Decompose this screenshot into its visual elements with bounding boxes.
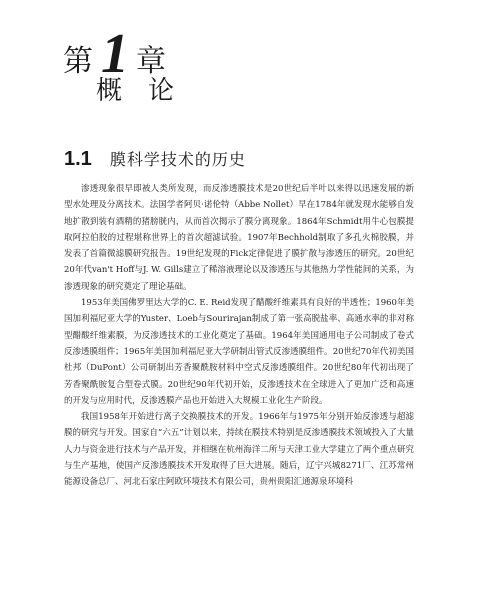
paragraph-history-origins: 渗透现象很早即被人类所发现，而反渗透膜技术是20世纪后半叶以来得以迅速发展的新型水处理及分离技术。法国学者阿贝·诺伦特（Abbe Nollet）早在1784年就发现水能够自发地扩散到装有酒精的猪膀胱内，从而首次揭示了膜分离现象。1864年Schmidt用牛心包膜提取阿拉伯胶的过程堪称世界上的首次超滤试验。1907年Bechhold制取了多孔火棉胶膜，并发表了首篇微滤膜研究报告。19世纪发现的Fick定律促进了膜扩散与渗透压的研究。20世纪20年代van't Hoff与J. W. Gills建立了稀溶液理论以及渗透压与其他热力学性能间的关系，为渗透现象的研究奠定了理论基础。 [64, 184, 414, 292]
section-number: 1.1 [64, 148, 92, 170]
chapter-prefix: 第 [63, 43, 94, 79]
section-heading [64, 147, 246, 171]
paragraph-industrialization: 1953年美国佛罗里达大学的C. E. Reid发现了醋酸纤维素具有良好的半透性；1960年美国加利福尼亚大学的Yuster、Loeb与Sourirajan制成了第一张高脱盐率、高通水率的非对称型醋酸纤维素膜，为反渗透技术的工业化奠定了基础。1964年美国通用电子公司制成了卷式反渗透膜组件；1965年美国加利福尼亚大学研制出管式反渗透膜组件。20世纪70年代初美国杜邦（DuPont）公司研制出芳香聚酰胺材料中空式反渗透膜组件。20世纪80年代初出现了芳香聚酰胺复合型卷式膜。20世纪90年代初开始，反渗透技术在全球进入了更加广泛和高速的开发与应用时代，反渗透膜产品也开始进入大规模工业化生产阶段。 [64, 298, 414, 406]
paragraph-china-development: 我国1958年开始进行离子交换膜技术的开发。1966年与1975年分别开始反渗透与超滤膜的研究与开发。国家自“六五”计划以来，持续在膜技术特别是反渗透膜技术领域投入了大量人力与资金进行技术与产品开发，并相继在杭州海洋二所与天津工业大学建立了两个重点研究与生产基地，使国产反渗透膜技术开发取得了巨大进展。随后，辽宁兴城8271厂、江苏常州能源设备总厂、河北石家庄阿欧环境技术有限公司，贵州贵阳汇通源泉环境科 [64, 412, 414, 488]
section-title: 膜科学技术的历史 [109, 150, 246, 169]
chapter-suffix: 章 [136, 43, 167, 79]
chapter-title: 概论 [96, 76, 201, 106]
chapter-number: 1 [101, 23, 129, 85]
body-text [64, 181, 414, 491]
